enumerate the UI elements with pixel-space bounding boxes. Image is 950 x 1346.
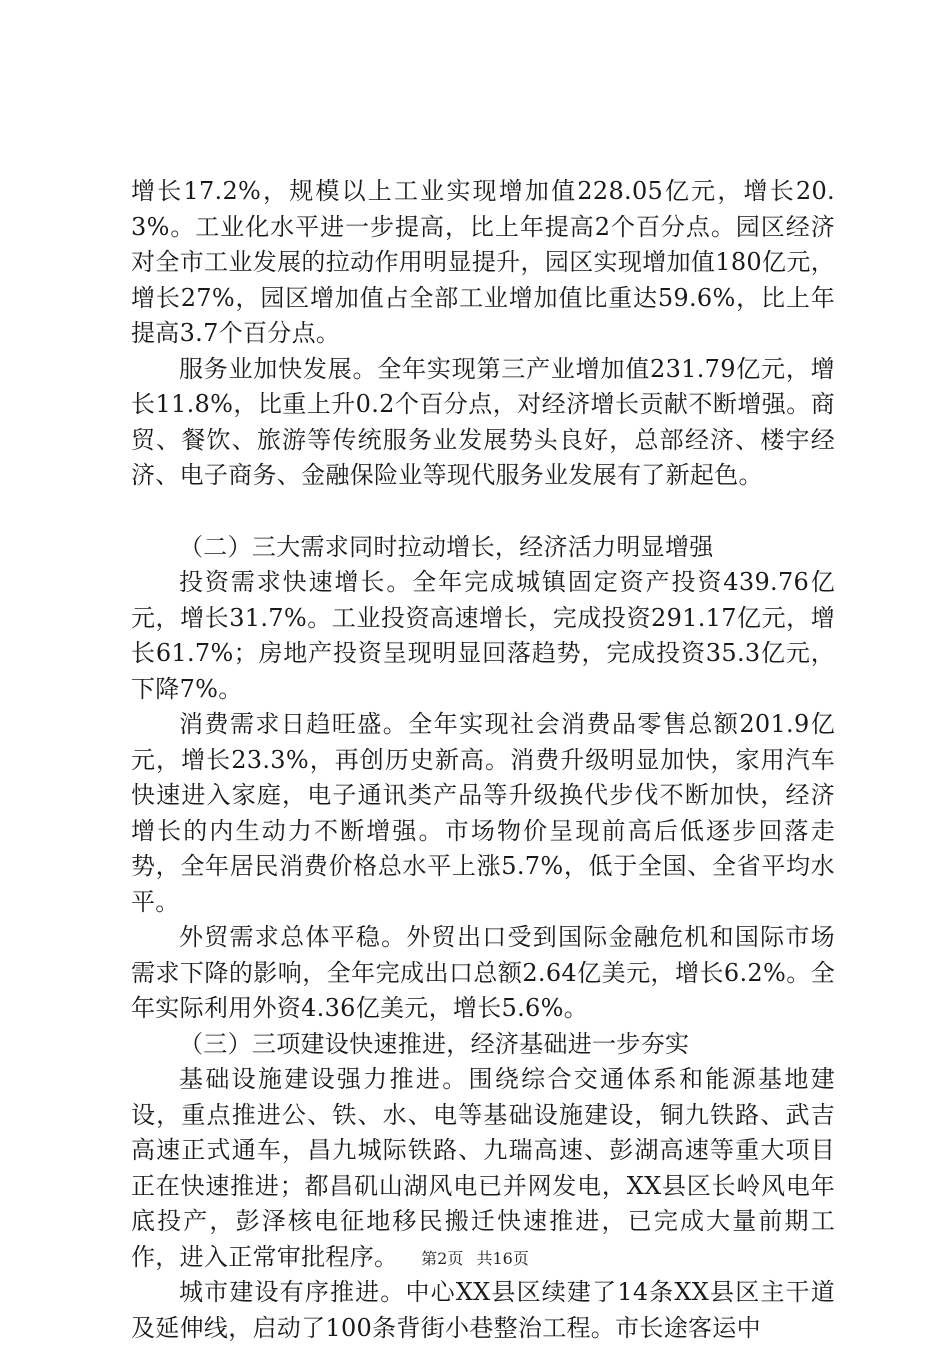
paragraph-investment: 投资需求快速增长。全年完成城镇固定资产投资439.76亿元，增长31.7%。工业投资高速增长，完成投资291.17亿元，增长61.7%；房地产投资呈现明显回落趋势，完成投资35.3亿元，下降7%。 xyxy=(131,568,835,703)
section-heading-demand: （二）三大需求同时拉动增长，经济活力明显增强 xyxy=(179,532,714,561)
page-footer xyxy=(0,1249,950,1269)
page-total: 共16页 xyxy=(476,1249,529,1268)
paragraph-consumption: 消费需求日趋旺盛。全年实现社会消费品零售总额201.9亿元，增长23.3%，再创历史新高。消费升级明显加快，家用汽车快速进入家庭，电子通讯类产品等升级换代步伐不断加快，经济增长的内生动力不断增强。市场物价呈现前高后低逐步回落走势，全年居民消费价格总水平上涨5.7%，低于全国、全省平均水平。 xyxy=(131,710,835,916)
section-heading-construction: （三）三项建设快速推进，经济基础进一步夯实 xyxy=(179,1029,690,1058)
page-number: 第2页 xyxy=(421,1249,464,1268)
paragraph-industry-continued: 增长17.2%，规模以上工业实现增加值228.05亿元，增长20.3%。工业化水平进一步提高，比上年提高2个百分点。园区经济对全市工业发展的拉动作用明显提升，园区实现增加值180亿元，增长27%，园区增加值占全部工业增加值比重达59.6%，比上年提高3.7个百分点。 xyxy=(131,177,835,347)
paragraph-foreign-trade: 外贸需求总体平稳。外贸出口受到国际金融危机和国际市场需求下降的影响，全年完成出口总额2.64亿美元，增长6.2%。全年实际利用外资4.36亿美元，增长5.6%。 xyxy=(131,923,835,1022)
paragraph-urban-construction: 城市建设有序推进。中心XX县区续建了14条XX县区主干道及延伸线，启动了100条背街小巷整治工程。市长途客运中 xyxy=(131,1278,835,1342)
paragraph-services: 服务业加快发展。全年实现第三产业增加值231.79亿元，增长11.8%，比重上升0.2个百分点，对经济增长贡献不断增强。商贸、餐饮、旅游等传统服务业发展势头良好，总部经济、楼宇经济、电子商务、金融保险业等现代服务业发展有了新起色。 xyxy=(131,354,835,489)
paragraph-infrastructure: 基础设施建设强力推进。围绕综合交通体系和能源基地建设，重点推进公、铁、水、电等基础设施建设，铜九铁路、武吉高速正式通车，昌九城际铁路、九瑞高速、彭湖高速等重大项目正在快速推进；都昌矶山湖风电已并网发电，XX县区长岭风电年底投产，彭泽核电征地移民搬迁快速推进，已完成大量前期工作，进入正常审批程序。 xyxy=(131,1065,835,1271)
document-body xyxy=(131,174,835,1346)
